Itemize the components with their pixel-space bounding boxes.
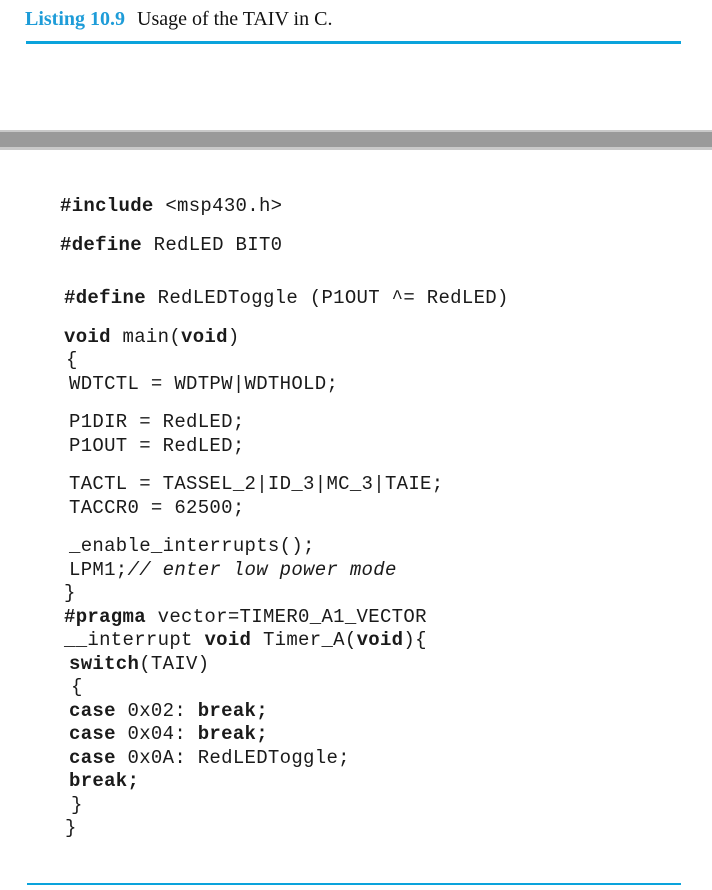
gray-divider-bar bbox=[0, 130, 712, 150]
code-segment: case bbox=[69, 746, 116, 769]
code-line bbox=[60, 411, 509, 435]
code-segment: #define bbox=[64, 287, 146, 309]
code-line bbox=[60, 326, 509, 350]
code-segment: break; bbox=[69, 770, 140, 792]
code-segment: #define bbox=[60, 233, 142, 256]
code-block bbox=[60, 195, 509, 841]
code-segment: } bbox=[64, 582, 76, 604]
code-segment: { bbox=[71, 676, 83, 698]
code-line bbox=[60, 349, 509, 373]
code-line bbox=[60, 794, 509, 818]
listing-number-label: Listing 10.9 bbox=[25, 8, 126, 30]
code-segment: void bbox=[204, 629, 252, 651]
code-blank-line bbox=[60, 272, 509, 287]
code-segment: void bbox=[356, 629, 404, 651]
code-segment: (TAIV) bbox=[139, 652, 210, 675]
code-segment: // enter low power mode bbox=[127, 558, 397, 581]
code-segment: } bbox=[71, 793, 83, 816]
code-segment: TACCR0 = 62500; bbox=[69, 496, 245, 519]
code-blank-line bbox=[60, 458, 509, 473]
code-segment: RedLEDToggle (P1OUT ^= RedLED) bbox=[145, 287, 509, 309]
code-blank-line bbox=[60, 311, 509, 326]
code-segment: void bbox=[181, 325, 228, 348]
code-segment: switch bbox=[69, 652, 140, 675]
code-segment: 0x02: bbox=[115, 699, 198, 722]
code-segment: ) bbox=[227, 325, 240, 348]
code-segment: case bbox=[69, 699, 116, 722]
code-line bbox=[60, 373, 509, 397]
code-segment: <msp430.h> bbox=[153, 195, 283, 217]
code-line bbox=[60, 582, 509, 606]
code-line bbox=[60, 234, 509, 258]
code-line bbox=[60, 559, 509, 583]
code-line bbox=[60, 700, 509, 724]
code-segment: break; bbox=[197, 723, 268, 745]
footer-accent-rule bbox=[27, 883, 681, 885]
code-segment: main( bbox=[110, 325, 182, 348]
code-segment: P1OUT = RedLED; bbox=[69, 434, 245, 457]
code-blank-line bbox=[60, 219, 509, 234]
code-line bbox=[60, 817, 509, 841]
code-blank-line bbox=[60, 257, 509, 272]
code-segment: ){ bbox=[403, 629, 427, 651]
code-line bbox=[60, 473, 509, 497]
code-line bbox=[60, 723, 509, 747]
code-segment: break; bbox=[197, 699, 268, 722]
code-segment: 0x04: bbox=[115, 723, 198, 745]
code-segment: void bbox=[64, 325, 111, 348]
code-segment: 0x0A: RedLEDToggle; bbox=[115, 746, 350, 769]
code-segment: } bbox=[65, 817, 77, 839]
code-line bbox=[60, 287, 509, 311]
code-line bbox=[60, 606, 509, 630]
code-line bbox=[60, 747, 509, 771]
code-segment: Timer_A( bbox=[251, 629, 357, 651]
code-line bbox=[60, 435, 509, 459]
code-segment: TACTL = TASSEL_2|ID_3|MC_3|TAIE; bbox=[69, 473, 444, 495]
listing-header bbox=[25, 8, 332, 31]
listing-title-text: Usage of the TAIV in C. bbox=[137, 8, 333, 30]
code-line bbox=[60, 770, 509, 794]
code-segment: { bbox=[66, 349, 78, 371]
code-line bbox=[60, 676, 509, 700]
code-segment: RedLED BIT0 bbox=[141, 233, 283, 256]
code-line bbox=[60, 535, 509, 559]
code-segment: P1DIR = RedLED; bbox=[69, 411, 245, 433]
code-blank-line bbox=[60, 396, 509, 411]
code-segment: WDTCTL = WDTPW|WDTHOLD; bbox=[69, 372, 339, 395]
code-segment: vector=TIMER0_A1_VECTOR bbox=[145, 605, 427, 628]
code-line bbox=[60, 653, 509, 677]
code-line bbox=[60, 195, 509, 219]
code-segment: #pragma bbox=[64, 605, 146, 628]
code-segment: case bbox=[69, 723, 116, 745]
code-line bbox=[60, 629, 509, 653]
code-segment: __interrupt bbox=[64, 629, 205, 651]
code-segment: #include bbox=[60, 195, 154, 217]
code-segment: _enable_interrupts(); bbox=[69, 535, 315, 557]
code-segment: LPM1; bbox=[69, 558, 128, 581]
code-blank-line bbox=[60, 520, 509, 535]
code-line bbox=[60, 497, 509, 521]
header-accent-rule bbox=[26, 41, 681, 44]
